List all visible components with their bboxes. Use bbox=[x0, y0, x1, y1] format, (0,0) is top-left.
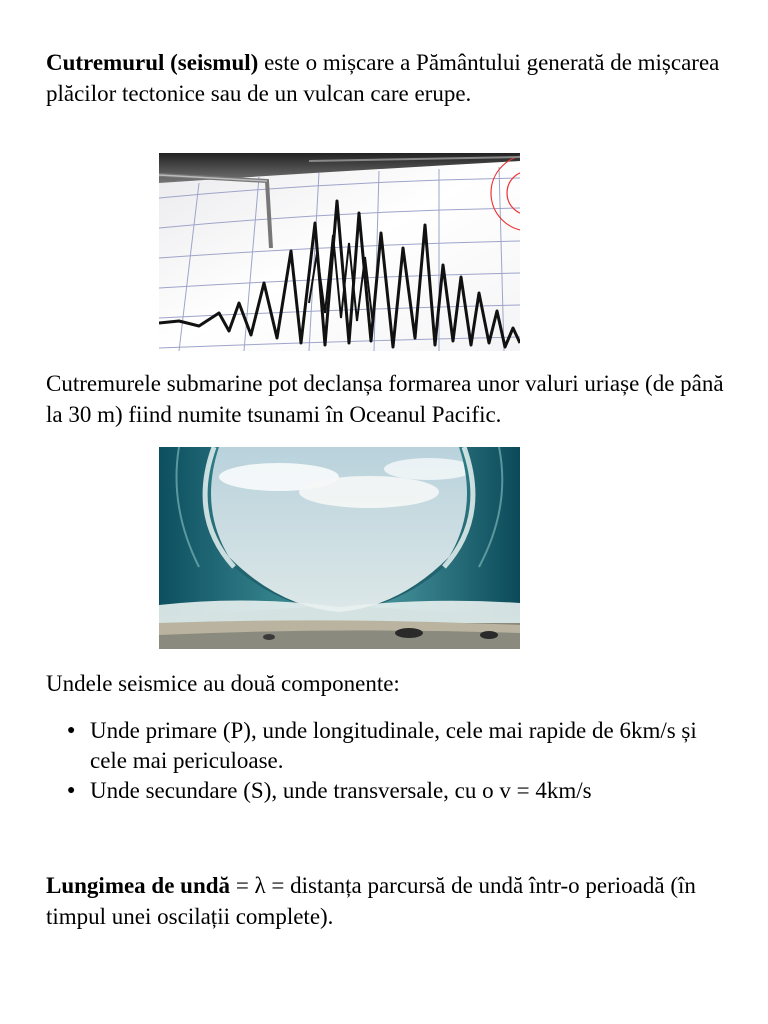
intro-definition: este o mișcare a Pământului generată de mișcarea plăcilor tectonice sau de un vulcan care erupe. bbox=[46, 50, 720, 106]
tsunami-drawing bbox=[159, 447, 520, 649]
seismic-waves-list bbox=[46, 716, 736, 806]
wavelength-term: Lungimea de undă bbox=[46, 873, 231, 898]
list-item bbox=[46, 776, 736, 806]
tsunami-paragraph: Cutremurele submarine pot declanșa formarea unor valuri uriașe (de până la 30 m) fiind numite tsunami în Oceanul Pacific. bbox=[46, 371, 724, 427]
seismic-waves-intro: Undele seismice au două componente: bbox=[46, 671, 400, 696]
list-item-text: Unde secundare (S), unde transversale, cu o v = 4km/s bbox=[90, 778, 592, 803]
bullet-icon: ● bbox=[67, 783, 76, 798]
intro-term: Cutremurul (seismul) bbox=[46, 50, 259, 75]
seismograph-image bbox=[159, 153, 520, 351]
seismograph-drawing bbox=[159, 153, 520, 351]
wavelength-paragraph bbox=[46, 870, 736, 932]
list-item-text: Unde primare (P), unde longitudinale, cele mai rapide de 6km/s și cele mai periculoase. bbox=[90, 718, 697, 773]
bullet-icon: ● bbox=[67, 723, 76, 738]
list-item bbox=[46, 716, 736, 776]
tsunami-image bbox=[159, 447, 520, 649]
wavelength-definition: = λ = distanța parcursă de undă într-o perioadă (în timpul unei oscilații complete). bbox=[46, 873, 696, 929]
intro-paragraph bbox=[46, 47, 736, 109]
